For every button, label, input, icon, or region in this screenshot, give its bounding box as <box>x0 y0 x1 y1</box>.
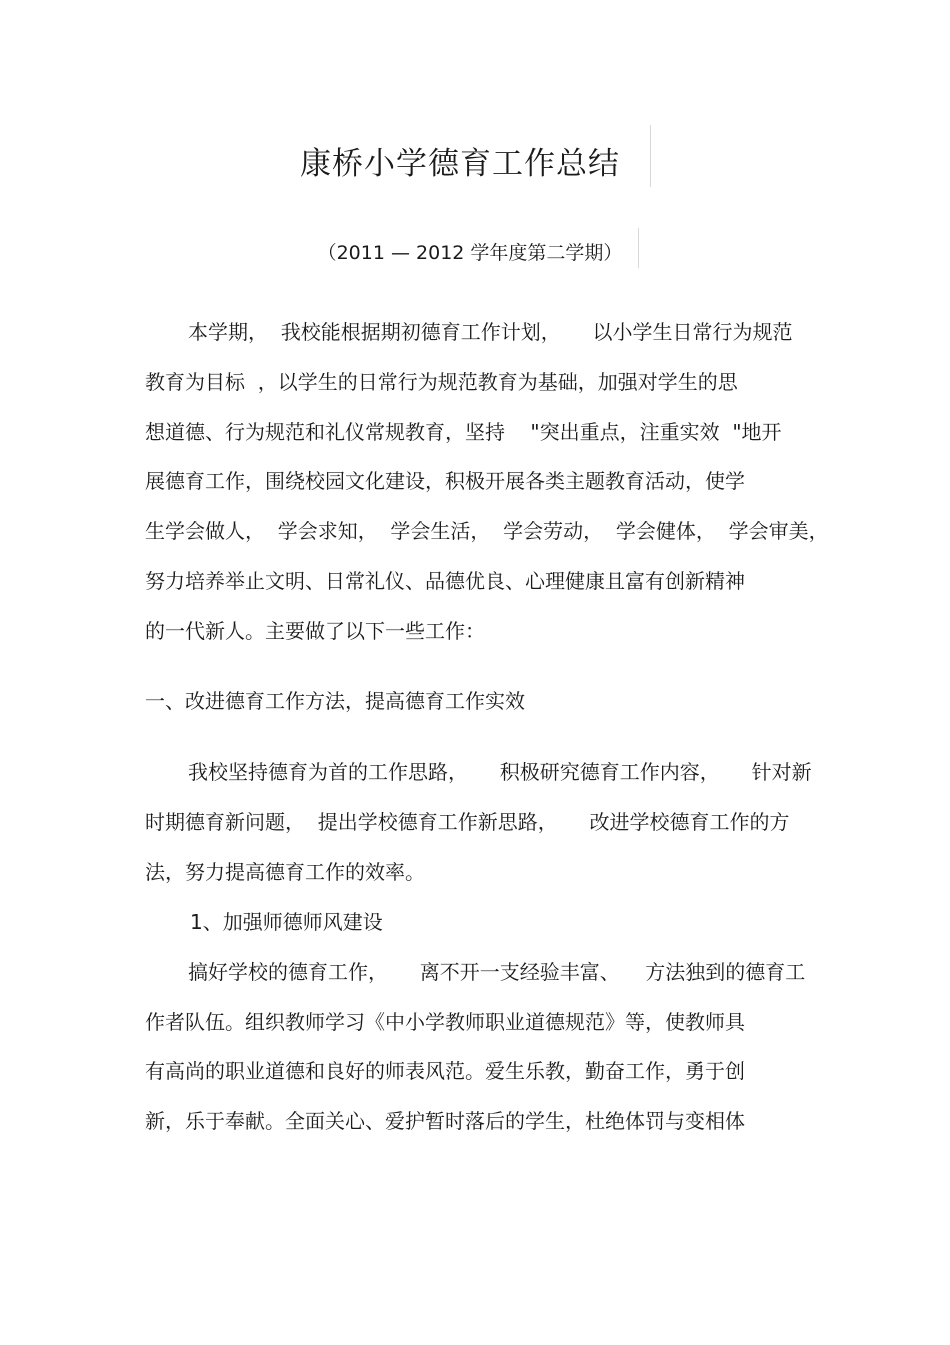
paragraph-line: 想道德、行为规范和礼仪常规教育，坚持 "突出重点，注重实效 "地开 <box>145 420 782 444</box>
paragraph-line: 有高尚的职业道德和良好的师表风范。爱生乐教，勤奋工作，勇于创 <box>145 1059 745 1083</box>
paragraph-line: 本学期， 我校能根据期初德育工作计划， 以小学生日常行为规范 <box>188 320 793 344</box>
paragraph-line: 展德育工作，围绕校园文化建设，积极开展各类主题教育活动，使学 <box>145 469 745 493</box>
subsection-heading: 1、加强师德师风建设 <box>190 910 383 934</box>
paragraph-line: 新，乐于奉献。全面关心、爱护暂时落后的学生，杜绝体罚与变相体 <box>145 1109 745 1133</box>
divider-line <box>638 228 639 268</box>
section-heading: 一、改进德育工作方法，提高德育工作实效 <box>145 689 525 713</box>
paragraph-line: 时期德育新问题， 提出学校德育工作新思路， 改进学校德育工作的方 <box>145 810 790 834</box>
paragraph-line: 搞好学校的德育工作， 离不开一支经验丰富、 方法独到的德育工 <box>188 960 806 984</box>
document-title: 康桥小学德育工作总结 <box>300 146 620 182</box>
paragraph-line: 的一代新人。主要做了以下一些工作： <box>145 619 485 643</box>
paragraph-line: 生学会做人， 学会求知， 学会生活， 学会劳动， 学会健体， 学会审美， <box>145 519 829 543</box>
paragraph-line: 我校坚持德育为首的工作思路， 积极研究德育工作内容， 针对新 <box>188 760 812 784</box>
document-subtitle: （2011 — 2012 学年度第二学期） <box>317 242 623 264</box>
paragraph-line: 努力培养举止文明、日常礼仪、品德优良、心理健康且富有创新精神 <box>145 569 745 593</box>
paragraph-line: 教育为目标 ，以学生的日常行为规范教育为基础，加强对学生的思 <box>145 370 738 394</box>
divider-line <box>650 125 651 187</box>
paragraph-line: 作者队伍。组织教师学习《中小学教师职业道德规范》等，使教师具 <box>145 1010 745 1034</box>
paragraph-line: 法，努力提高德育工作的效率。 <box>145 860 425 884</box>
